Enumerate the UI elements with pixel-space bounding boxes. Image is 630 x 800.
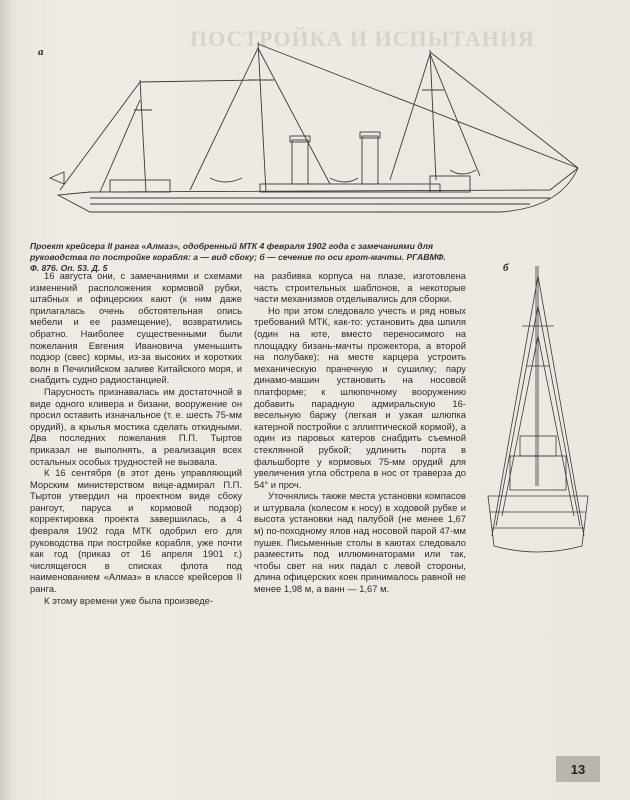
figure-label-b: б [503,262,509,274]
figure-caption: Проект крейсера II ранга «Алмаз», одобренный МТК 4 февраля 1902 года с замечаниями для руководства по постройке корабля: а — вид сбоку; б — сечение по оси грот-мачты. РГАВМФ. Ф. 876. Оп. 53. Д. 5 [30,241,446,273]
paragraph: 16 августа они, с замечаниями и схемами изменений расположения кормовой рубки, штабных и офицерских кают (к ним даже прилагалась очень обстоятельная опись мебели и ее размещение), возвратились обратно. Наиболее существенными были пожелания Евгения Ивановича уменьшить подзор (свес) кормы, из-за высоких и коротких волн в Печилийском заливе Китайского моря, и снабдить судно радиостанцией. [30,270,242,386]
ship-side-view-drawing [30,40,600,240]
paragraph: К этому времени уже была произведе- [44,594,213,606]
paragraph: Но при этом следовало учесть и ряд новых требований МТК, как-то: установить два шпиля (один на юте, вместо переносимого на площадку бизань-мачты прожектора, а второй на полубаке); на месте карцера устроить механическую прачечную и сушилку; пару динамо-машин установить на носовой платформе; к шлюпочному вооружению добавить парадную адмиральскую 16-весельную баржу (легкая и узкая шлюпка катерной постройки с эллиптической кормой), а один из паровых катеров снабдить съемной стеклянной рубкой; удлинить порта в фальшборте у кормовых 75-мм орудий для увеличения угла обстрела в нос от траверза до 54° и проч. [254,304,466,490]
page-number: 13 [556,756,600,782]
figure-label-a: а [38,46,44,58]
paragraph: Парусность признавалась им достаточной в виде одного кливера и бизани, вооружение он просил оставить изначальное (т. е. шесть 75-мм орудий), а крылья мостика сделать откидными. Два последних пожелания П.П. Тыртов приказал не выполнять, а реализация всех остальных особых трудностей не вызвала. [30,385,242,467]
paragraph: К 16 сентября (в этот день управляющий Морским министерством вице-адмирал П.П. Тыртов утвердил на проектном виде сбоку рангоут, паруса и кормовой подзор) корректировка проекта завершилась, а 4 февраля 1902 года МТК одобрил его для руководства при постройке корабля, уже почти как год (приказ от 16 апреля 1901 г.) числящегося в списках флота под наименованием «Алмаз» в классе крейсеров II ранга. [30,467,242,595]
paragraph: Уточнялись также места установки компасов и штурвала (колесом к носу) в ходовой рубке и высота установки над палубой (не менее 1,67 м) по-походному ялов над носовой парой 47-мм пушек. Письменные столы в каютах следовало разместить под иллюминаторами или так, чтобы свет на них падал с левой стороны, длина офицерских коек принималось равной не менее 1,98 м, а ванн — 1,67 м. [254,490,466,595]
bleed-through-heading: ПОСТРОЙКА И ИСПЫТАНИЯ [190,26,535,51]
text-column-left [30,270,242,606]
ship-section-drawing [482,266,594,556]
text-column-right [254,270,466,595]
paragraph: на разбивка корпуса на плазе, изготовлена часть строительных шаблонов, а некоторые части механизмов отделывались для сборки. [254,270,466,305]
